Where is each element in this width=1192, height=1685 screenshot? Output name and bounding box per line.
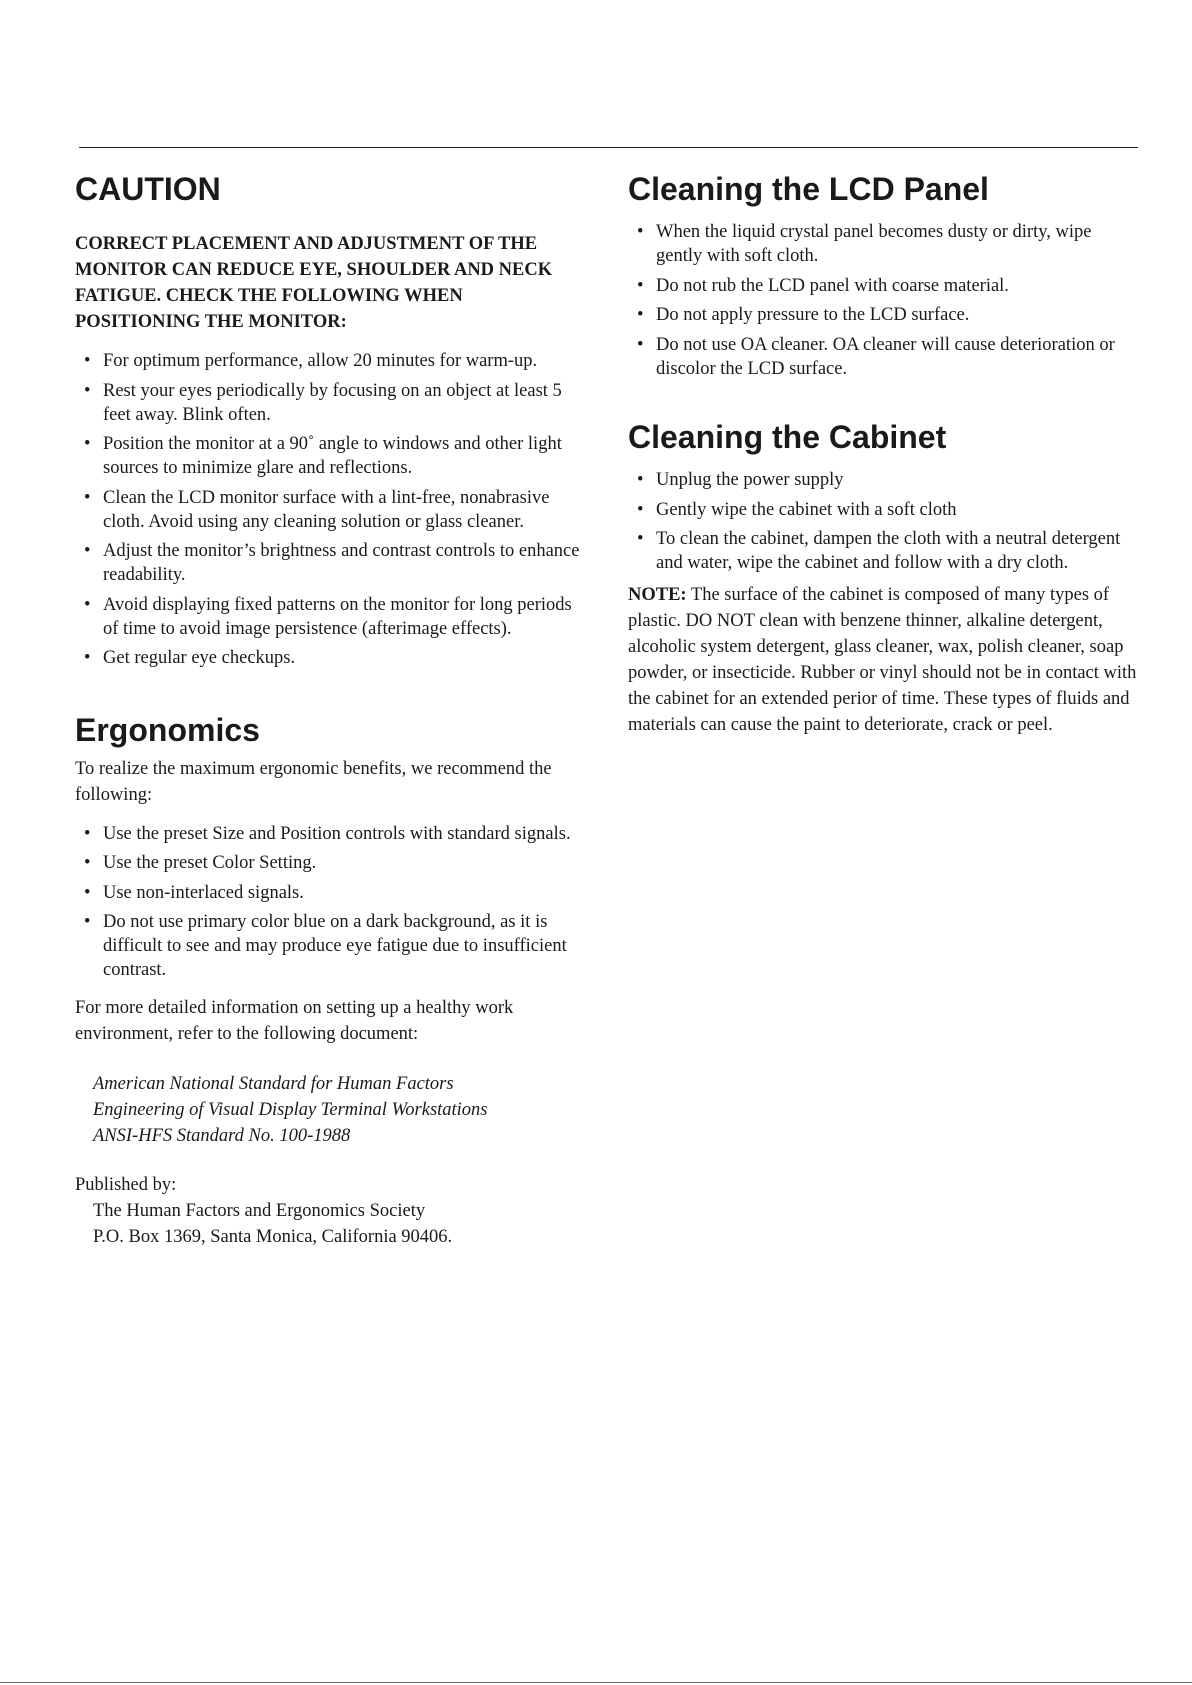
- bullet-icon: •: [84, 823, 91, 844]
- bullet-icon: •: [637, 275, 644, 296]
- list-item-text: Get regular eye checkups.: [103, 648, 296, 669]
- list-item: [628, 220, 1138, 268]
- ergonomics-list: [75, 822, 590, 983]
- left-column: [75, 170, 590, 1250]
- caution-lead: CORRECT PLACEMENT AND ADJUSTMENT OF THE MONITOR CAN REDUCE EYE, SHOULDER AND NECK FATIGUE. CHECK THE FOLLOWING WHEN POSITIONING THE MONITOR:: [75, 234, 553, 333]
- bullet-icon: •: [637, 222, 644, 243]
- list-item: [75, 379, 590, 427]
- list-item: [628, 303, 1138, 327]
- bullet-icon: •: [637, 334, 644, 355]
- bullet-icon: •: [84, 648, 91, 669]
- ergonomics-heading: Ergonomics: [75, 712, 260, 749]
- list-item-text: Position the monitor at a 90˚ angle to windows and other light sources to minimize glare and reflections.: [103, 434, 562, 479]
- list-item-text: Use non-interlaced signals.: [103, 882, 304, 903]
- reference-document: [75, 1071, 590, 1149]
- list-item: [75, 822, 590, 846]
- list-item: [628, 274, 1138, 298]
- list-item-text: Do not use OA cleaner. OA cleaner will cause deterioration or discolor the LCD surface.: [656, 334, 1115, 379]
- note-label: NOTE:: [628, 585, 687, 606]
- lcd-cleaning-list: [628, 220, 1138, 381]
- bullet-icon: •: [84, 380, 91, 401]
- caution-heading: CAUTION: [75, 171, 221, 207]
- list-item-text: Clean the LCD monitor surface with a lint-free, nonabrasive cloth. Avoid using any cleaning solution or glass cleaner.: [103, 487, 550, 532]
- reference-line: American National Standard for Human Factors: [93, 1074, 454, 1095]
- list-item-text: Use the preset Color Setting.: [103, 853, 317, 874]
- published-by-label: Published by:: [75, 1175, 177, 1196]
- list-item-text: For optimum performance, allow 20 minutes for warm-up.: [103, 351, 538, 372]
- list-item: [75, 349, 590, 373]
- bullet-icon: •: [637, 499, 644, 520]
- list-item: [75, 539, 590, 587]
- bullet-icon: •: [84, 434, 91, 455]
- list-item-text: Do not use primary color blue on a dark background, as it is difficult to see and may produce eye fatigue due to insufficient contrast.: [103, 912, 567, 981]
- publisher-block: [75, 1172, 590, 1250]
- right-column: [628, 170, 1138, 738]
- ergonomics-intro: To realize the maximum ergonomic benefits, we recommend the following:: [75, 758, 552, 805]
- list-item-text: Do not rub the LCD panel with coarse material.: [656, 275, 1009, 296]
- bullet-icon: •: [84, 487, 91, 508]
- list-item: [75, 646, 590, 670]
- list-item-text: Do not apply pressure to the LCD surface.: [656, 305, 970, 326]
- bullet-icon: •: [84, 882, 91, 903]
- more-info-paragraph: For more detailed information on setting up a healthy work environment, refer to the following document:: [75, 998, 514, 1045]
- bullet-icon: •: [84, 541, 91, 562]
- note-text: The surface of the cabinet is composed of many types of plastic. DO NOT clean with benzene thinner, alkaline detergent, alcoholic system detergent, glass cleaner, wax, polish cleaner, soap powder, or insecticide. Rubber or vinyl should not be in contact with the cabinet for an extended perior of time. These types of fluids and materials can cause the paint to deteriorate, crack or peel.: [628, 585, 1137, 736]
- list-item: [75, 851, 590, 875]
- reference-line: ANSI-HFS Standard No. 100-1988: [93, 1126, 351, 1147]
- list-item-text: Use the preset Size and Position controls with standard signals.: [103, 823, 571, 844]
- list-item: [628, 527, 1138, 575]
- list-item: [75, 910, 590, 982]
- reference-line: Engineering of Visual Display Terminal Workstations: [93, 1100, 488, 1121]
- list-item-text: Unplug the power supply: [656, 470, 844, 491]
- list-item: [75, 486, 590, 534]
- list-item-text: Adjust the monitor’s brightness and contrast controls to enhance readability.: [103, 541, 580, 586]
- bullet-icon: •: [84, 594, 91, 615]
- publisher-line: The Human Factors and Ergonomics Society: [93, 1201, 426, 1222]
- cabinet-note: [628, 582, 1138, 738]
- list-item-text: Gently wipe the cabinet with a soft cloth: [656, 499, 957, 520]
- list-item: [75, 593, 590, 641]
- cabinet-cleaning-heading: Cleaning the Cabinet: [628, 418, 947, 455]
- list-item-text: To clean the cabinet, dampen the cloth with a neutral detergent and water, wipe the cabinet and follow with a dry cloth.: [656, 529, 1121, 574]
- list-item: [628, 498, 1138, 522]
- list-item: [628, 333, 1138, 381]
- list-item-text: Rest your eyes periodically by focusing on an object at least 5 feet away. Blink often.: [103, 380, 562, 425]
- list-item: [628, 468, 1138, 492]
- lcd-cleaning-heading: Cleaning the LCD Panel: [628, 171, 989, 207]
- header-rule: [79, 147, 1138, 148]
- caution-list: [75, 349, 590, 670]
- cabinet-cleaning-list: [628, 468, 1138, 575]
- footer-rule: [0, 1682, 1192, 1683]
- bullet-icon: •: [637, 470, 644, 491]
- bullet-icon: •: [637, 529, 644, 550]
- list-item: [75, 432, 590, 480]
- publisher-line: P.O. Box 1369, Santa Monica, California 90406.: [93, 1227, 453, 1248]
- bullet-icon: •: [84, 853, 91, 874]
- list-item-text: When the liquid crystal panel becomes dusty or dirty, wipe gently with soft cloth.: [656, 222, 1092, 267]
- bullet-icon: •: [84, 912, 91, 933]
- list-item-text: Avoid displaying fixed patterns on the monitor for long periods of time to avoid image persistence (afterimage effects).: [103, 594, 572, 639]
- list-item: [75, 881, 590, 905]
- bullet-icon: •: [84, 351, 91, 372]
- bullet-icon: •: [637, 305, 644, 326]
